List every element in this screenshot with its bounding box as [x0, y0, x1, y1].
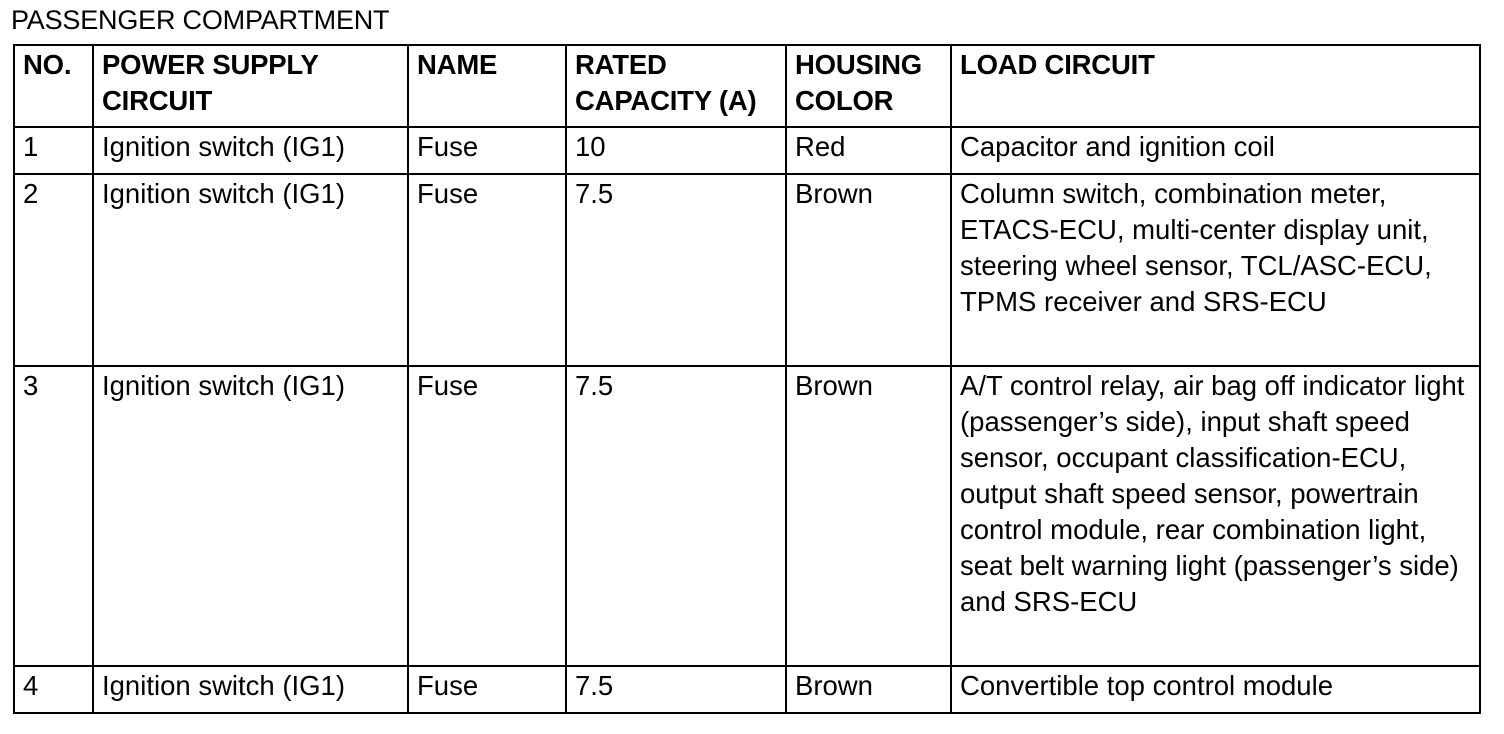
table-row [14, 666, 1480, 713]
cell-no: 1 [14, 127, 93, 174]
cell-load-circuit: Column switch, combination meter, ETACS-ECU, multi-center display unit, steering wheel sensor, TCL/ASC-ECU, TPMS receiver and SRS-ECU [951, 174, 1480, 366]
cell-housing-color: Brown [786, 366, 951, 666]
cell-power-supply-circuit: Ignition switch (IG1) [93, 666, 408, 713]
fuse-table [13, 44, 1481, 714]
table-row [14, 366, 1480, 666]
header-housing-color: HOUSING COLOR [786, 45, 951, 127]
cell-load-circuit: Convertible top control module [951, 666, 1480, 713]
cell-no: 2 [14, 174, 93, 366]
header-no: NO. [14, 45, 93, 127]
cell-rated-capacity: 10 [566, 127, 786, 174]
cell-housing-color: Brown [786, 666, 951, 713]
cell-housing-color: Red [786, 127, 951, 174]
cell-name: Fuse [408, 366, 566, 666]
table-header-row [14, 45, 1480, 127]
cell-rated-capacity: 7.5 [566, 666, 786, 713]
table-row [14, 174, 1480, 366]
cell-name: Fuse [408, 174, 566, 366]
cell-no: 3 [14, 366, 93, 666]
cell-power-supply-circuit: Ignition switch (IG1) [93, 127, 408, 174]
header-rated-capacity: RATED CAPACITY (A) [566, 45, 786, 127]
header-power-supply-circuit: POWER SUPPLY CIRCUIT [93, 45, 408, 127]
cell-power-supply-circuit: Ignition switch (IG1) [93, 174, 408, 366]
cell-name: Fuse [408, 127, 566, 174]
cell-load-circuit: Capacitor and ignition coil [951, 127, 1480, 174]
header-name: NAME [408, 45, 566, 127]
table-row [14, 127, 1480, 174]
cell-rated-capacity: 7.5 [566, 174, 786, 366]
cell-housing-color: Brown [786, 174, 951, 366]
cell-power-supply-circuit: Ignition switch (IG1) [93, 366, 408, 666]
cell-name: Fuse [408, 666, 566, 713]
page-title: PASSENGER COMPARTMENT [11, 5, 390, 35]
cell-rated-capacity: 7.5 [566, 366, 786, 666]
cell-load-circuit: A/T control relay, air bag off indicator light (passenger’s side), input shaft speed sensor, occupant classification-ECU, output shaft speed sensor, powertrain control module, rear combination light, seat belt warning light (passenger’s side) and SRS-ECU [951, 366, 1480, 666]
header-load-circuit: LOAD CIRCUIT [951, 45, 1480, 127]
cell-no: 4 [14, 666, 93, 713]
